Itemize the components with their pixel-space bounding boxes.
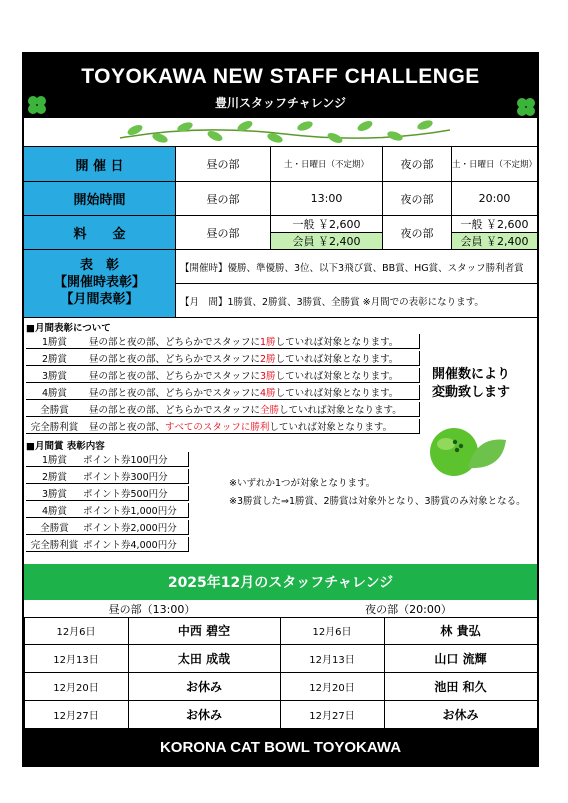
day-staff: お休み xyxy=(128,673,281,701)
award-name: 4勝賞 xyxy=(41,388,68,399)
night-staff: お休み xyxy=(384,701,538,729)
prize-value: ポイント券2,000円分 xyxy=(83,523,177,534)
award-condition: 昼の部と夜の部、どちらかでスタッフに全勝していれば対象となります。 xyxy=(89,405,402,416)
day-date: 12月20日 xyxy=(24,673,129,701)
day-date: 12月6日 xyxy=(24,617,129,645)
prizes-note-2: ※3勝賞した⇒1勝賞、2勝賞は対象外となり、3勝賞のみ対象となる。 xyxy=(229,496,526,507)
prizes-note-1: ※いずれか1つが対象となります。 xyxy=(229,478,376,489)
award-highlight: 4勝 xyxy=(260,388,276,399)
award-name: 3勝賞 xyxy=(41,371,68,382)
award-condition: 昼の部と夜の部、すべてのスタッフに勝利していれば対象となります。 xyxy=(89,422,393,433)
night-general-fee: 一般 ￥2,600 xyxy=(452,216,537,233)
prize-name: 2勝賞 xyxy=(41,472,68,483)
night-staff: 山口 流輝 xyxy=(384,645,538,673)
day-date: 12月27日 xyxy=(24,701,129,729)
day-start-time: 13:00 xyxy=(271,182,383,216)
prize-name: 3勝賞 xyxy=(41,489,68,500)
night-date: 12月27日 xyxy=(280,701,385,729)
night-staff: 池田 和久 xyxy=(384,673,538,701)
prize-value: ポイント券100円分 xyxy=(83,455,168,466)
awards-label-3: 【月間表彰】 xyxy=(60,291,139,307)
night-start-time: 20:00 xyxy=(452,182,537,216)
day-label: 昼の部 xyxy=(176,147,271,182)
night-date: 12月20日 xyxy=(280,673,385,701)
day-date: 12月13日 xyxy=(24,645,129,673)
award-highlight: 2勝 xyxy=(260,354,276,365)
prizes-title: ■ 月間賞 表彰内容 xyxy=(26,438,105,452)
prize-value: ポイント券300円分 xyxy=(83,472,168,483)
label-date: 開 催 日 xyxy=(24,147,176,182)
event-count-note: 開催数により 変動致します xyxy=(431,367,510,401)
prize-row xyxy=(26,520,189,535)
day-value: 土・日曜日（不定期） xyxy=(271,147,383,182)
award-name: 2勝賞 xyxy=(41,354,68,365)
flyer xyxy=(22,52,539,767)
prize-name: 全勝賞 xyxy=(40,523,69,534)
night-schedule-header: 夜の部（20:00） xyxy=(365,602,452,616)
award-event: 【開催時】優勝、準優勝、3位、以下3飛び賞、BB賞、HG賞、スタッフ勝利者賞 xyxy=(176,250,537,284)
prize-row xyxy=(26,537,189,552)
prize-value: ポイント券1,000円分 xyxy=(83,506,177,517)
award-highlight: 1勝 xyxy=(260,337,276,348)
day-general-fee: 一般 ￥2,600 xyxy=(271,216,383,233)
footer: KORONA CAT BOWL TOYOKAWA xyxy=(24,729,537,765)
day-label: 昼の部 xyxy=(176,182,271,216)
prize-value: ポイント券4,000円分 xyxy=(83,540,177,551)
schedule-banner: 2025年12月のスタッフチャレンジ xyxy=(24,564,537,600)
monthly-award-row xyxy=(26,402,420,417)
prize-row xyxy=(26,452,189,467)
vine-decoration xyxy=(120,120,450,146)
prize-row xyxy=(26,486,189,501)
award-highlight: 全勝 xyxy=(260,405,280,416)
page-title: TOYOKAWA NEW STAFF CHALLENGE xyxy=(81,65,480,88)
award-highlight: すべてのスタッフに勝利 xyxy=(165,422,270,433)
awards-label-1: 表 彰 xyxy=(79,258,119,274)
monthly-award-row xyxy=(26,351,420,366)
award-highlight: 3勝 xyxy=(260,371,276,382)
info-table xyxy=(24,146,537,317)
monthly-award-row xyxy=(26,334,420,349)
night-value: 土・日曜日（不定期） xyxy=(452,147,537,182)
prize-name: 4勝賞 xyxy=(41,506,68,517)
award-name: 完全勝利賞 xyxy=(30,422,79,433)
schedule-table xyxy=(24,617,537,730)
label-awards xyxy=(24,250,176,318)
monthly-award-row xyxy=(26,368,420,383)
prize-value: ポイント券500円分 xyxy=(83,489,168,500)
day-member-fee: 会員 ￥2,400 xyxy=(271,233,383,250)
night-date: 12月13日 xyxy=(280,645,385,673)
day-staff: 中西 碧空 xyxy=(128,617,281,645)
day-label: 昼の部 xyxy=(176,216,271,250)
award-name: 全勝賞 xyxy=(40,405,69,416)
night-label: 夜の部 xyxy=(383,182,452,216)
label-fee: 料 金 xyxy=(24,216,176,250)
prize-name: 完全勝利賞 xyxy=(30,540,79,551)
night-date: 12月6日 xyxy=(280,617,385,645)
day-staff: お休み xyxy=(128,701,281,729)
award-monthly: 【月 間】1勝賞、2勝賞、3勝賞、全勝賞 ※月間での表彰になります。 xyxy=(176,284,537,318)
award-condition: 昼の部と夜の部、どちらかでスタッフに4勝していれば対象となります。 xyxy=(89,388,399,399)
clover-icon-right xyxy=(515,96,537,118)
day-staff: 太田 成哉 xyxy=(128,645,281,673)
bowling-ball-icon xyxy=(428,422,508,480)
page-subtitle: 豊川スタッフチャレンジ xyxy=(214,96,347,110)
night-label: 夜の部 xyxy=(383,216,452,250)
award-condition: 昼の部と夜の部、どちらかでスタッフに1勝していれば対象となります。 xyxy=(89,337,399,348)
monthly-award-row xyxy=(26,385,420,400)
award-condition: 昼の部と夜の部、どちらかでスタッフに3勝していれば対象となります。 xyxy=(89,371,399,382)
prize-row xyxy=(26,503,189,518)
clover-icon-left xyxy=(26,94,48,116)
monthly-award-row xyxy=(26,419,420,434)
prize-name: 1勝賞 xyxy=(41,455,68,466)
prize-row xyxy=(26,469,189,484)
award-condition: 昼の部と夜の部、どちらかでスタッフに2勝していれば対象となります。 xyxy=(89,354,399,365)
day-schedule-header: 昼の部（13:00） xyxy=(108,602,196,616)
monthly-awards-title: ■ 月間表彰について xyxy=(26,320,111,334)
awards-label-2: 【開催時表彰】 xyxy=(53,275,145,291)
header xyxy=(24,54,537,118)
night-staff: 林 貴弘 xyxy=(384,617,538,645)
award-name: 1勝賞 xyxy=(41,337,68,348)
night-member-fee: 会員 ￥2,400 xyxy=(452,233,537,250)
label-start-time: 開始時間 xyxy=(24,182,176,216)
night-label: 夜の部 xyxy=(383,147,452,182)
